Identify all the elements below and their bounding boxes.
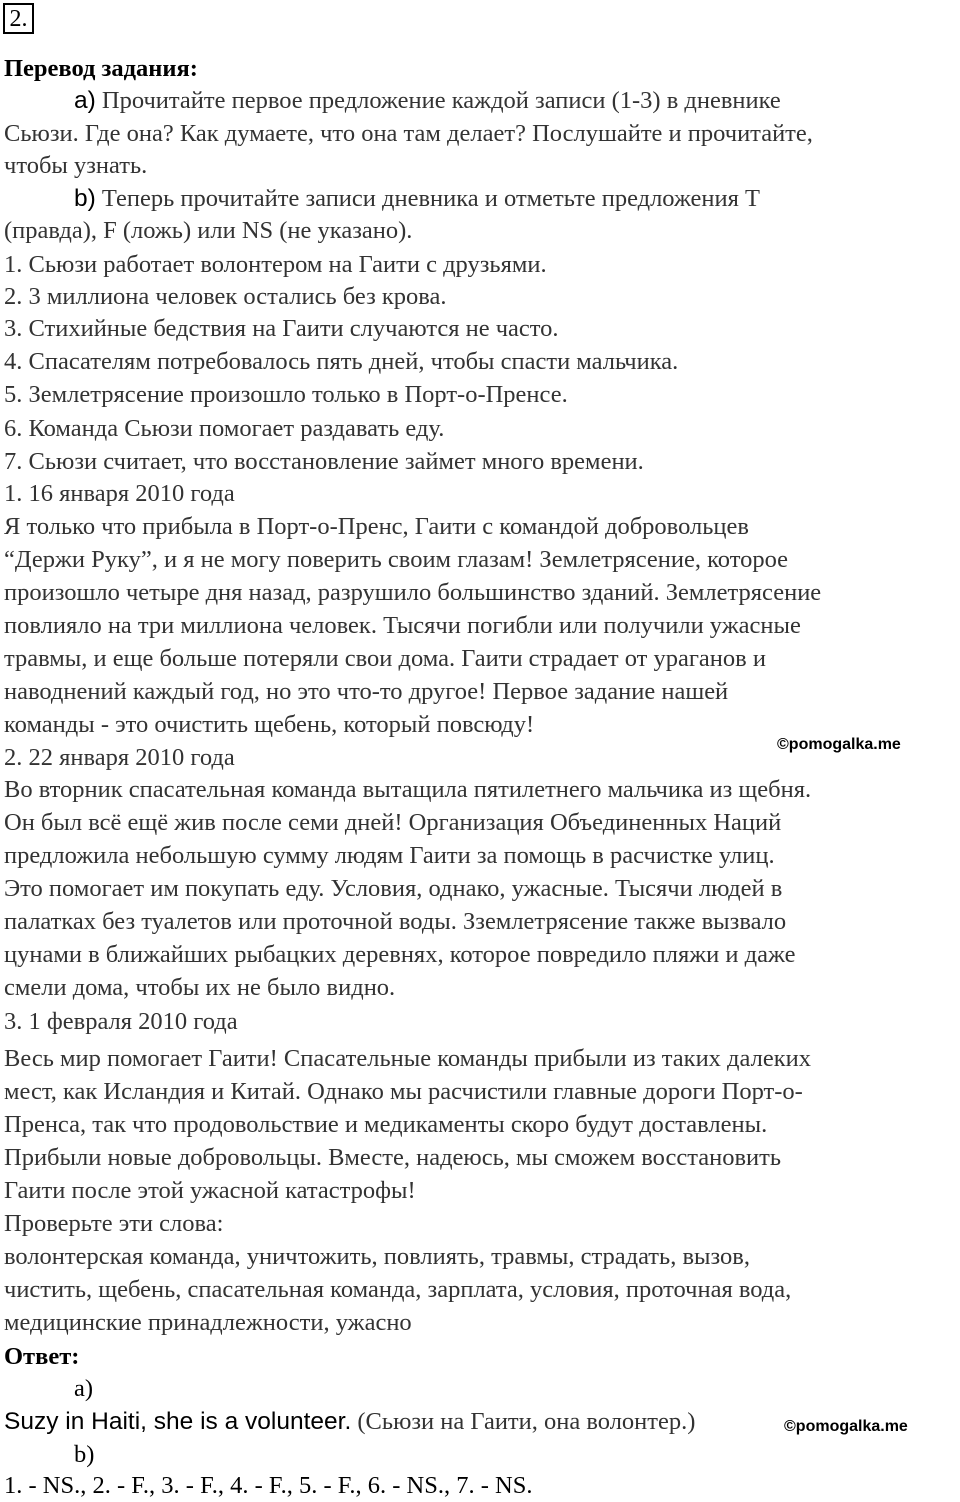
entry-1-line-2: “Держи Руку”, и я не могу поверить своим глазам! Землетрясение, которое — [4, 546, 788, 573]
entry-2-date: 2. 22 января 2010 года — [4, 744, 235, 771]
entry-3-line-4: Прибыли новые добровольцы. Вместе, надеюсь, мы сможем восстановить — [4, 1144, 782, 1171]
watermark: ©pomogalka.me — [784, 1418, 908, 1435]
statement-6: 6. Команда Сьюзи помогает раздавать еду. — [4, 415, 445, 442]
part-b-line-2: (правда), F (ложь) или NS (не указано). — [4, 217, 413, 244]
part-a-line-2: Сьюзи. Где она? Как думаете, что она там делает? Послушайте и прочитайте, — [4, 120, 813, 147]
watermark: ©pomogalka.me — [777, 736, 901, 753]
part-a-text-1: Прочитайте первое предложение каждой записи (1-3) в дневнике — [95, 87, 781, 114]
answer-a-text — [4, 1405, 695, 1438]
entry-3-line-5: Гаити после этой ужасной катастрофы! — [4, 1177, 416, 1204]
part-a-line-1 — [4, 84, 781, 117]
part-b-text-1: Теперь прочитайте записи дневника и отметьте предложения T — [95, 185, 761, 212]
part-a-letter: a) — [74, 87, 96, 114]
entry-2-line-6: цунами в ближайших рыбацких деревнях, которое повредило пляжи и даже — [4, 941, 796, 968]
answer-a-english: Suzy in Haiti, she is a volunteer. — [4, 1408, 352, 1435]
entry-2-line-4: Это помогает им покупать еду. Условия, однако, ужасные. Тысячи людей в — [4, 875, 783, 902]
entry-3-line-2: мест, как Исландия и Китай. Однако мы расчистили главные дороги Порт-о- — [4, 1078, 803, 1105]
statement-3: 3. Стихийные бедствия на Гаити случаются не часто. — [4, 315, 559, 342]
entry-2-line-7: смели дома, чтобы их не было видно. — [4, 974, 396, 1001]
entry-3-date: 3. 1 февраля 2010 года — [4, 1008, 238, 1035]
entry-1-line-5: травмы, и еще больше потеряли свои дома. Гаити страдает от ураганов и — [4, 645, 766, 672]
answer-a-russian: (Сьюзи на Гаити, она волонтер.) — [351, 1408, 696, 1435]
check-words-heading: Проверьте эти слова: — [4, 1210, 224, 1237]
part-b-line-1 — [4, 182, 760, 215]
answer-heading: Ответ: — [4, 1343, 80, 1370]
statement-2: 2. 3 миллиона человек остались без крова. — [4, 283, 447, 310]
entry-1-line-6: наводнений каждый год, но это что-то другое! Первое задание нашей — [4, 678, 729, 705]
part-a-line-3: чтобы узнать. — [4, 152, 148, 179]
check-words-line-2: чистить, щебень, спасательная команда, зарплата, условия, проточная вода, — [4, 1276, 792, 1303]
answer-b-row — [4, 1438, 94, 1471]
entry-2-line-1: Во вторник спасательная команда вытащила пятилетнего мальчика из щебня. — [4, 776, 812, 803]
statement-1: 1. Сьюзи работает волонтером на Гаити с друзьями. — [4, 251, 547, 278]
entry-1-line-7: команды - это очистить щебень, который повсюду! — [4, 711, 535, 738]
statement-4: 4. Спасателям потребовалось пять дней, чтобы спасти мальчика. — [4, 348, 679, 375]
entry-2-line-2: Он был всё ещё жив после семи дней! Организация Объединенных Наций — [4, 809, 782, 836]
entry-1-date: 1. 16 января 2010 года — [4, 480, 235, 507]
answer-b-letter: b) — [74, 1441, 95, 1468]
statement-7: 7. Сьюзи считает, что восстановление займет много времени. — [4, 448, 644, 475]
translation-heading: Перевод задания: — [4, 55, 198, 82]
entry-1-line-1: Я только что прибыла в Порт-о-Пренс, Гаити с командой добровольцев — [4, 513, 749, 540]
entry-2-line-3: предложила небольшую сумму людям Гаити за помощь в расчистке улиц. — [4, 842, 775, 869]
answer-a-row — [4, 1372, 93, 1405]
task-number: 2. — [3, 3, 34, 34]
answer-a-letter: a) — [74, 1375, 94, 1402]
check-words-line-3: медицинские принадлежности, ужасно — [4, 1309, 412, 1336]
answer-b-text: 1. - NS., 2. - F., 3. - F., 4. - F., 5. - F., 6. - NS., 7. - NS. — [4, 1472, 533, 1499]
part-b-letter: b) — [74, 185, 96, 212]
entry-1-line-3: произошло четыре дня назад, разрушило большинство зданий. Землетрясение — [4, 579, 822, 606]
entry-3-line-1: Весь мир помогает Гаити! Спасательные команды прибыли из таких далеких — [4, 1045, 811, 1072]
check-words-line-1: волонтерская команда, уничтожить, повлиять, травмы, страдать, вызов, — [4, 1243, 750, 1270]
statement-5: 5. Землетрясение произошло только в Порт-о-Пренсе. — [4, 381, 568, 408]
entry-1-line-4: повлияло на три миллиона человек. Тысячи погибли или получили ужасные — [4, 612, 801, 639]
entry-3-line-3: Пренса, так что продовольствие и медикаменты скоро будут доставлены. — [4, 1111, 768, 1138]
entry-2-line-5: палатках без туалетов или проточной воды. Зземлетрясение также вызвало — [4, 908, 787, 935]
